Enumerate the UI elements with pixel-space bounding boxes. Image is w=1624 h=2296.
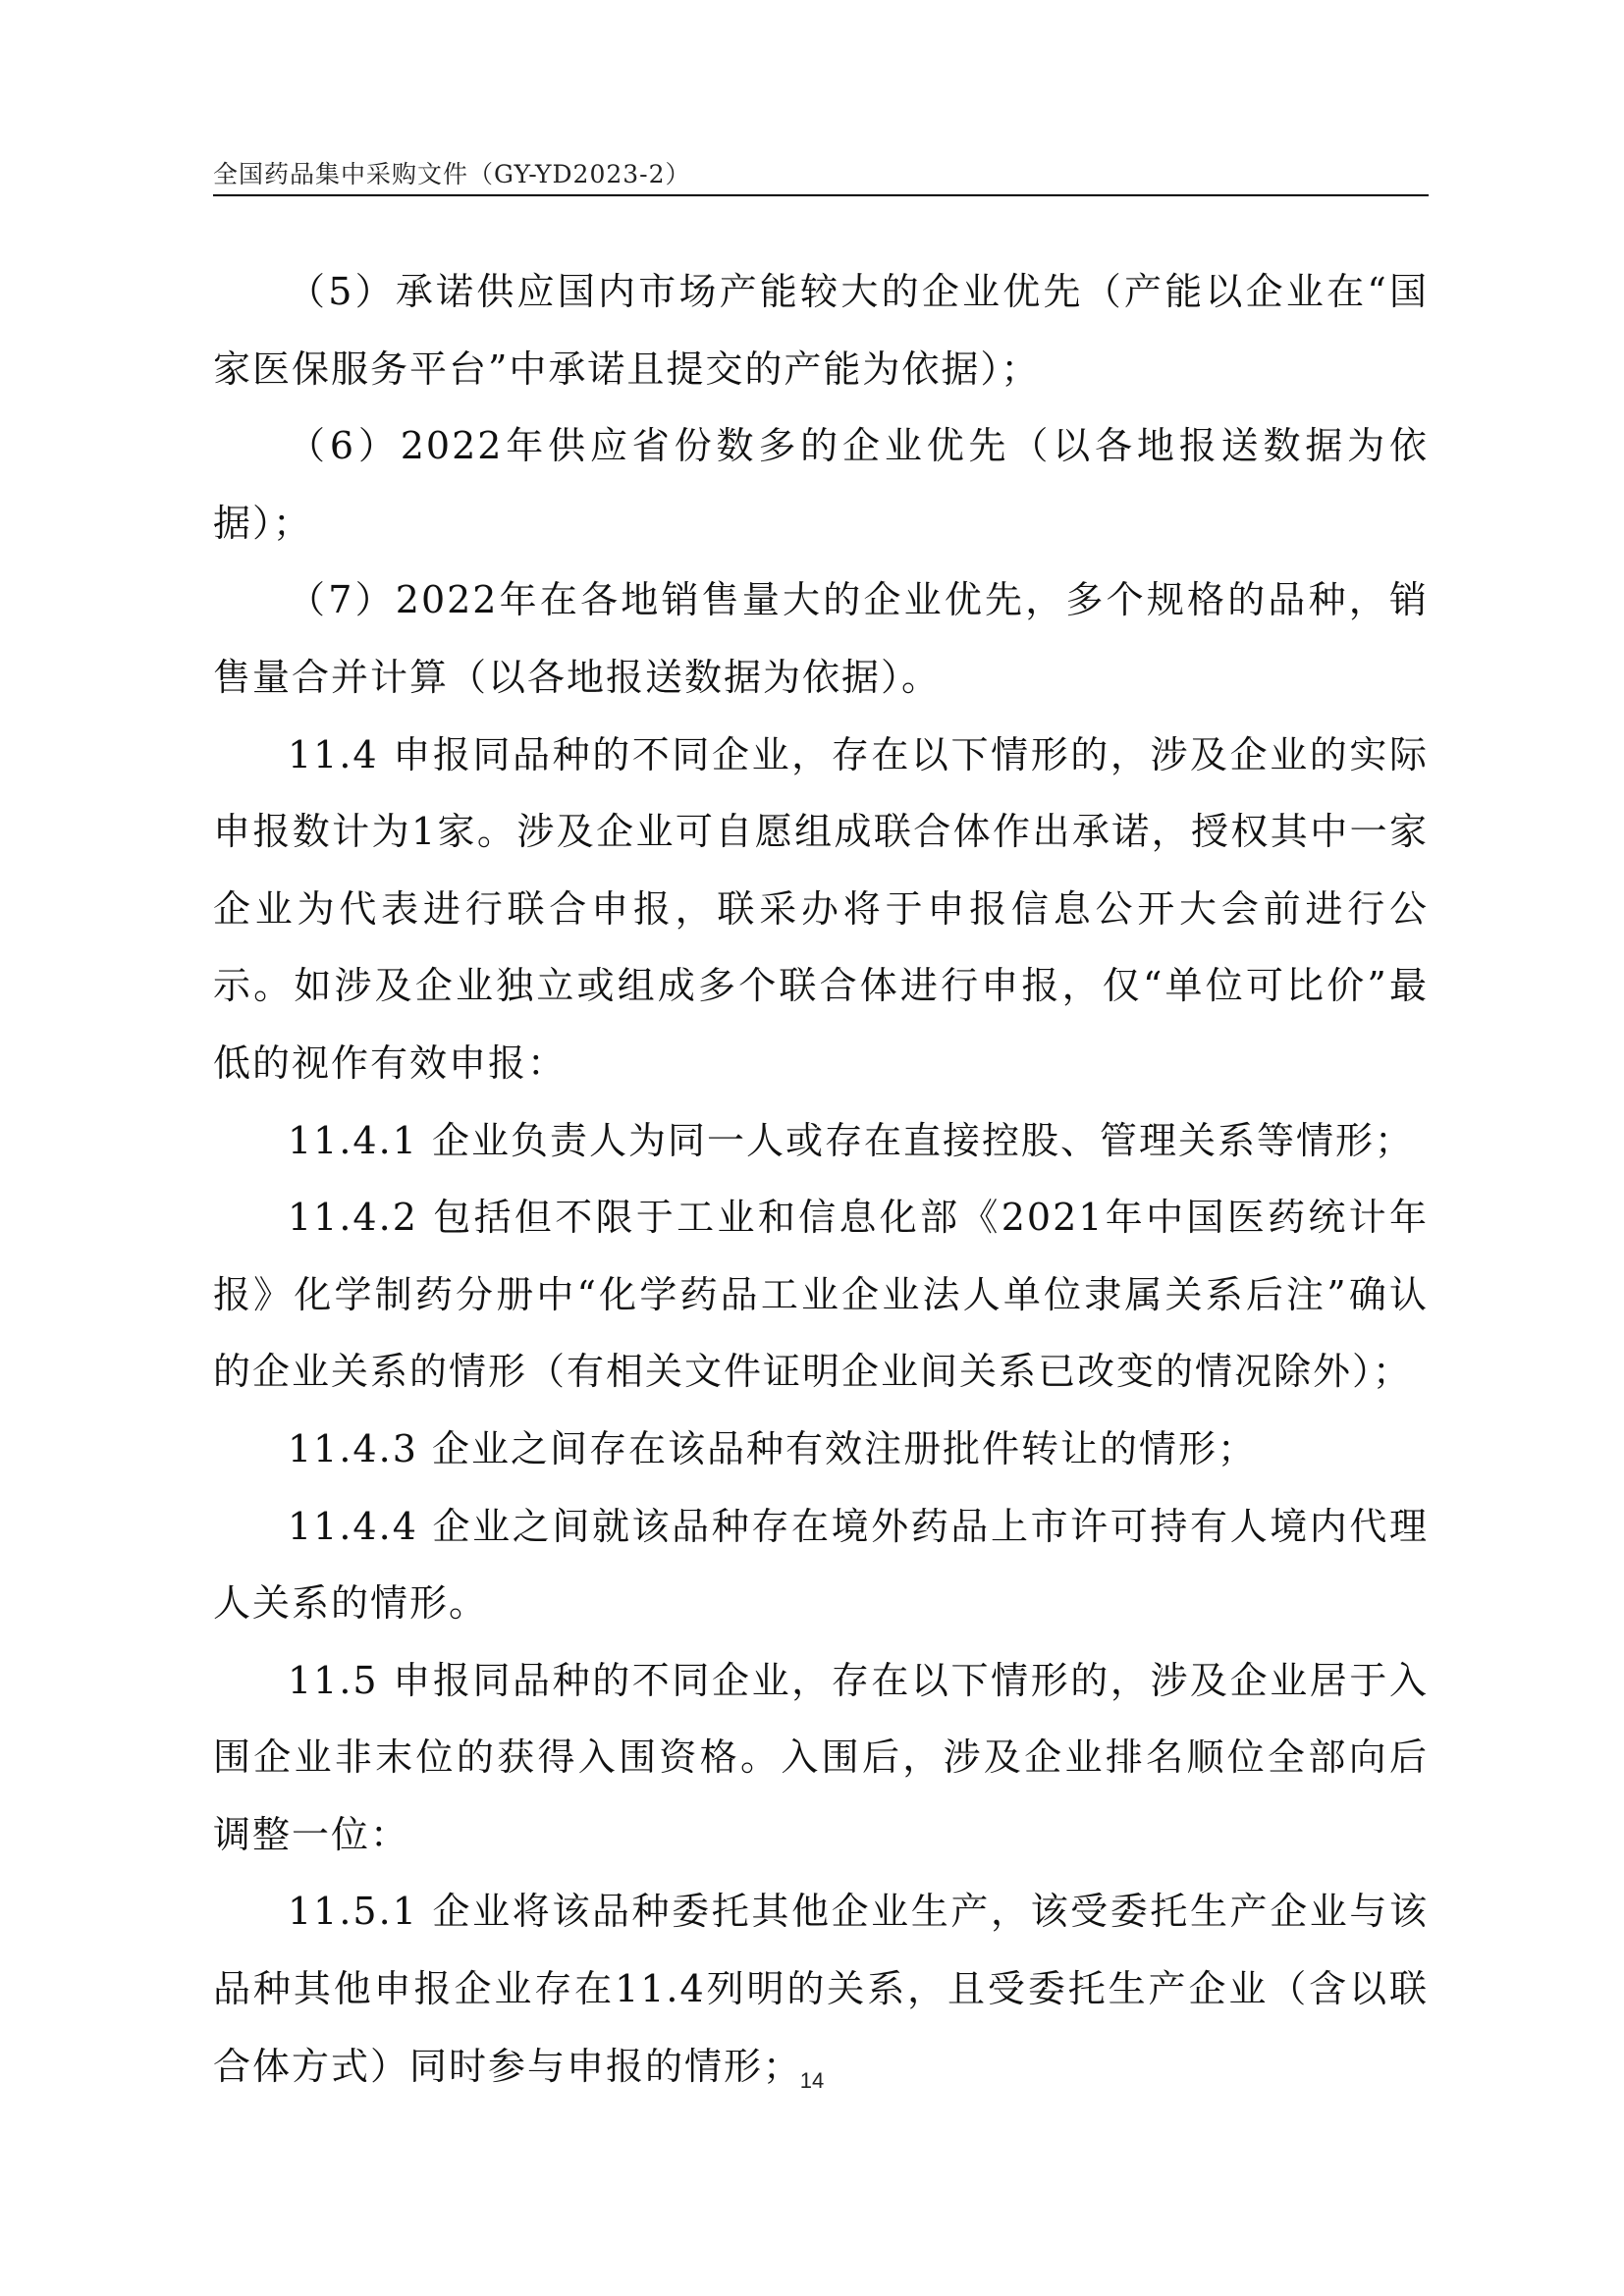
document-body [213,253,1429,2105]
paragraph-section-11-4-1: 11.4.1 企业负责人为同一人或存在直接控股、管理关系等情形； [288,1118,1414,1162]
paragraph-section-11-5: 11.5 申报同品种的不同企业，存在以下情形的，涉及企业居于入围企业非末位的获得入围资格。入围后，涉及企业排名顺位全部向后调整一位： [213,1658,1429,1856]
paragraph-clause-6: （6）2022年供应省份数多的企业优先（以各地报送数据为依据）； [213,424,1429,545]
paragraph-section-11-4: 11.4 申报同品种的不同企业，存在以下情形的，涉及企业的实际申报数计为1家。涉及企业可自愿组成联合体作出承诺，授权其中一家企业为代表进行联合申报，联采办将于申报信息公开大会前进行公示。如涉及企业独立或组成多个联合体进行申报，仅“单位可比价”最低的视作有效申报： [213,732,1429,1085]
paragraph-section-11-4-2: 11.4.2 包括但不限于工业和信息化部《2021年中国医药统计年报》化学制药分册中“化学药品工业企业法人单位隶属关系后注”确认的企业关系的情形（有相关文件证明企业间关系已改变的情况除外）； [213,1196,1429,1394]
paragraph-clause-5: （5）承诺供应国内市场产能较大的企业优先（产能以企业在“国家医保服务平台”中承诺且提交的产能为依据）； [213,270,1429,391]
paragraph-section-11-5-1: 11.5.1 企业将该品种委托其他企业生产，该受委托生产企业与该品种其他申报企业存在11.4列明的关系，且受委托生产企业（含以联合体方式）同时参与申报的情形； [213,1890,1429,2088]
page-number: 14 [799,2068,825,2093]
paragraph-section-11-4-3: 11.4.3 企业之间存在该品种有效注册批件转让的情形； [288,1426,1257,1470]
paragraph-clause-7: （7）2022年在各地销售量大的企业优先，多个规格的品种，销售量合并计算（以各地报送数据为依据）。 [213,578,1429,699]
document-header-title: 全国药品集中采购文件（GY-YD2023-2） [213,160,691,188]
paragraph-section-11-4-4: 11.4.4 企业之间就该品种存在境外药品上市许可持有人境内代理人关系的情形。 [213,1504,1429,1626]
header-divider [213,194,1429,196]
